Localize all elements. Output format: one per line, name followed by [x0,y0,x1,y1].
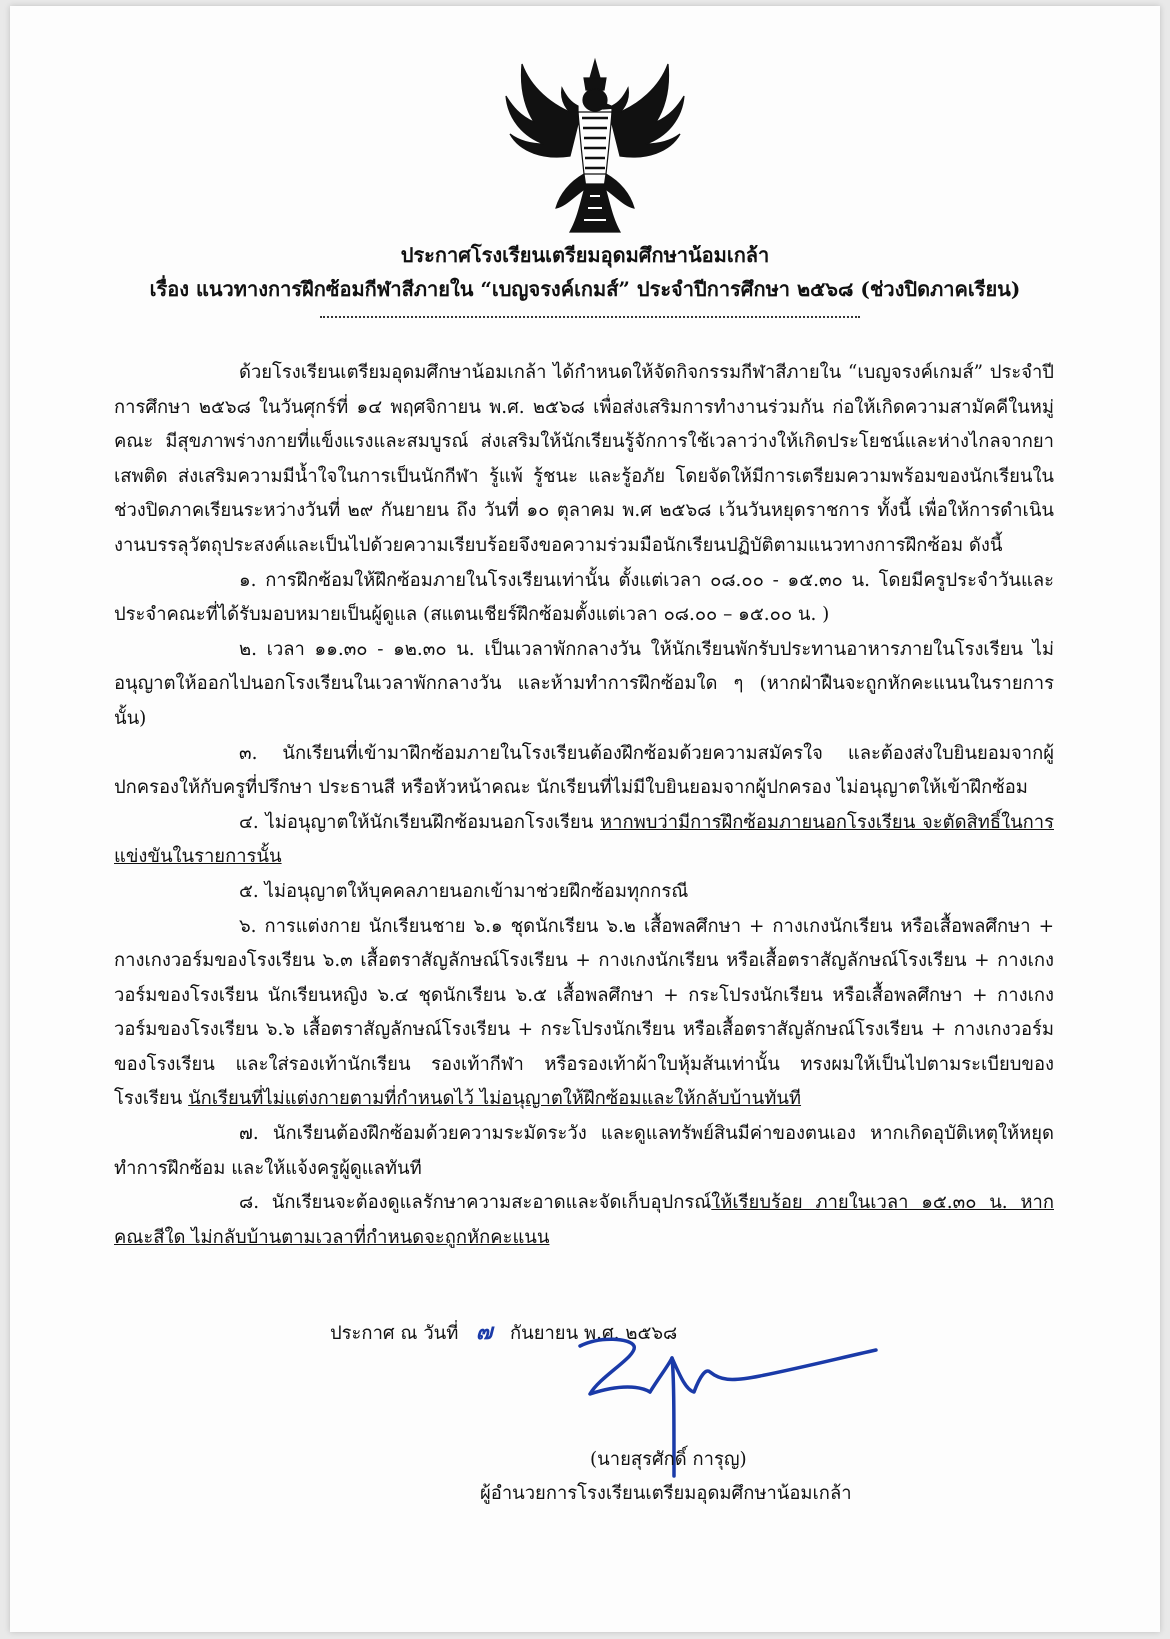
document-body [114,356,1054,1255]
guideline-item-3: ๓. นักเรียนที่เข้ามาฝึกซ้อมภายในโรงเรียนต้องฝึกซ้อมด้วยความสมัครใจ และต้องส่งใบยินยอมจากผู้ปกครองให้กับครูที่ปรึกษา ประธานสี หรือหัวหน้าคณะ นักเรียนที่ไม่มีใบยินยอมจากผู้ปกครอง ไม่อนุญาตให้เข้าฝึกซ้อม [114,742,1054,799]
announcement-subject: เรื่อง แนวทางการฝึกซ้อมกีฬาสีภายใน “เบญจรงค์เกมส์” ประจำปีการศึกษา ๒๕๖๘ (ช่วงปิดภาคเรียน) [149,277,1021,301]
guideline-item-5: ๕. ไม่อนุญาตให้บุคคลภายนอกเข้ามาช่วยฝึกซ้อมทุกกรณี [239,880,689,902]
guideline-item-4-underlined: หากพบว่ามีการฝึกซ้อมภายนอกโรงเรียน จะตัดสิทธิ์ในการแข่งขันในรายการนั้น [114,811,1054,868]
guideline-item-4 [114,806,1054,875]
announce-day-handwritten: ๗ [475,1320,493,1345]
guideline-item-4-text: ๔. ไม่อนุญาตให้นักเรียนฝึกซ้อมนอกโรงเรียน [239,811,600,833]
announce-suffix: กันยายน พ.ศ. ๒๕๖๘ [509,1323,678,1344]
dotted-divider [320,316,860,318]
guideline-item-2: ๒. เวลา ๑๑.๓๐ - ๑๒.๓๐ น. เป็นเวลาพักกลางวัน ให้นักเรียนพักรับประทานอาหารภายในโรงเรียน ไม่อนุญาตให้ออกไปนอกโรงเรียนในเวลาพักกลางวัน และห้ามทำการฝึกซ้อมใด ๆ (หากฝ่าฝืนจะถูกหักคะแนนในรายการนั้น) [114,638,1054,729]
garuda-emblem-icon [500,56,690,236]
guideline-item-8-underlined: ให้เรียบร้อย ภายในเวลา ๑๕.๓๐ น. หากคณะสีใด ไม่กลับบ้านตามเวลาที่กำหนดจะถูกหักคะแนน [114,1192,1054,1248]
guideline-item-8-text: ๘. นักเรียนจะต้องดูแลรักษาความสะอาดและจัดเก็บอุปกรณ์ [239,1192,712,1214]
signer-name: (นายสุรศักดิ์ การุญ) [590,1449,747,1470]
document-page [10,6,1160,1632]
guideline-item-6-underlined: นักเรียนที่ไม่แต่งกายตามที่กำหนดไว้ ไม่อนุญาตให้ฝึกซ้อมและให้กลับบ้านทันที [188,1088,802,1110]
intro-paragraph: ด้วยโรงเรียนเตรียมอุดมศึกษาน้อมเกล้า ได้กำหนดให้จัดกิจกรรมกีฬาสีภายใน “เบญจรงค์เกมส์” ประจำปีการศึกษา ๒๕๖๘ ในวันศุกร์ที่ ๑๔ พฤศจิกายน พ.ศ. ๒๕๖๘ เพื่อส่งเสริมการทำงานร่วมกัน ก่อให้เกิดความสามัคคีในหมู่คณะ มีสุขภาพร่างกายที่แข็งแรงและสมบูรณ์ ส่งเสริมให้นักเรียนรู้จักการใช้เวลาว่างให้เกิดประโยชน์และห่างไกลจากยาเสพติด ส่งเสริมความมีน้ำใจในการเป็นนักกีฬา รู้แพ้ รู้ชนะ และรู้อภัย โดยจัดให้มีการเตรียมความพร้อมของนักเรียนในช่วงปิดภาคเรียนระหว่างวันที่ ๒๙ กันยายน ถึง วันที่ ๑๐ ตุลาคม พ.ศ ๒๕๖๘ เว้นวันหยุดราชการ ทั้งนี้ เพื่อให้การดำเนินงานบรรลุวัตถุประสงค์และเป็นไปด้วยความเรียบร้อยจึงขอความร่วมมือนักเรียนปฏิบัติตามแนวทางการฝึกซ้อม ดังนี้ [114,362,1054,556]
guideline-item-8 [114,1186,1054,1255]
announce-prefix: ประกาศ ณ วันที่ [330,1323,459,1344]
guideline-item-7: ๗. นักเรียนต้องฝึกซ้อมด้วยความระมัดระวัง และดูแลทรัพย์สินมีค่าของตนเอง หากเกิดอุบัติเหตุให้หยุดทำการฝึกซ้อม และให้แจ้งครูผู้ดูแลทันที [114,1123,1054,1179]
guideline-item-1: ๑. การฝึกซ้อมให้ฝึกซ้อมภายในโรงเรียนเท่านั้น ตั้งแต่เวลา ๐๘.๐๐ - ๑๕.๓๐ น. โดยมีครูประจำวันและประจำคณะที่ได้รับมอบหมายเป็นผู้ดูแล (สแตนเชียร์ฝึกซ้อมตั้งแต่เวลา ๐๘.๐๐ – ๑๕.๐๐ น. ) [114,569,1054,626]
guideline-item-6 [114,910,1054,1118]
signer-position: ผู้อำนวยการโรงเรียนเตรียมอุดมศึกษาน้อมเกล้า [480,1483,852,1504]
announcement-title: ประกาศโรงเรียนเตรียมอุดมศึกษาน้อมเกล้า [400,243,770,267]
guideline-item-6-text: ๖. การแต่งกาย นักเรียนชาย ๖.๑ ชุดนักเรียน ๖.๒ เสื้อพลศึกษา + กางเกงนักเรียน หรือเสื้อพลศึกษา + กางเกงวอร์มของโรงเรียน ๖.๓ เสื้อตราสัญลักษณ์โรงเรียน + กางเกงนักเรียน หรือเสื้อตราสัญลักษณ์โรงเรียน + กางเกงวอร์มของโรงเรียน นักเรียนหญิง ๖.๔ ชุดนักเรียน ๖.๕ เสื้อพลศึกษา + กระโปรงนักเรียน หรือเสื้อพลศึกษา + กางเกงวอร์มของโรงเรียน ๖.๖ เสื้อตราสัญลักษณ์โรงเรียน + กระโปรงนักเรียน หรือเสื้อตราสัญลักษณ์โรงเรียน + กางเกงวอร์มของโรงเรียน และใส่รองเท้านักเรียน รองเท้ากีฬา หรือรองเท้าผ้าใบหุ้มส้นเท่านั้น ทรงผมให้เป็นไปตามระเบียบของโรงเรียน [114,915,1054,1110]
